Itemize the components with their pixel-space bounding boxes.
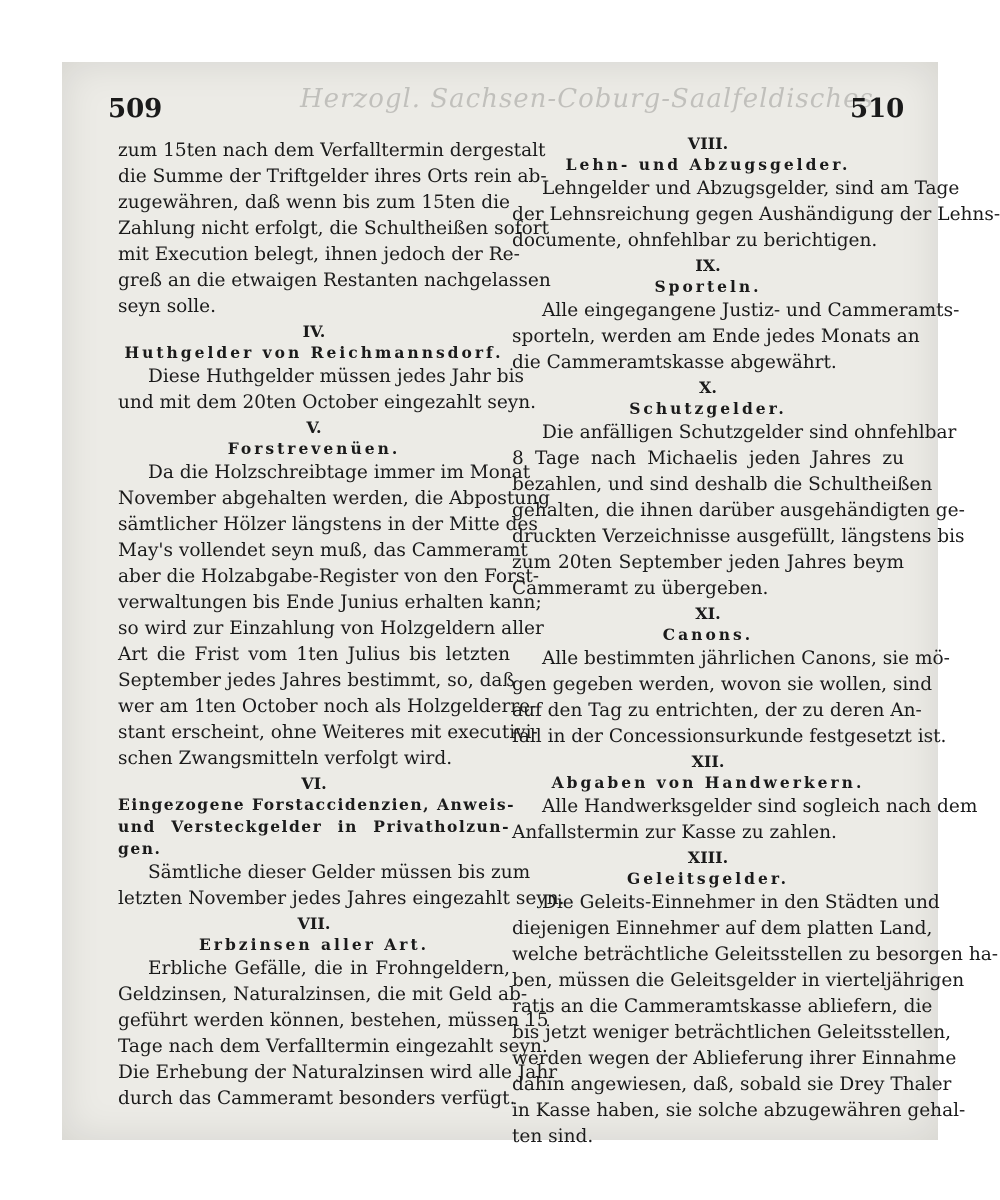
text-line: werden wegen der Ablieferung ihrer Einnahme — [512, 1048, 957, 1069]
text-line: ben, müssen die Geleitsgelder in vierteljährigen — [512, 970, 965, 991]
text-line: auf den Tag zu entrichten, der zu deren An- — [512, 700, 922, 721]
section-number: XIII. — [687, 848, 729, 867]
section-heading: Forstrevenüen. — [227, 439, 401, 458]
text-line: aber die Holzabgabe-Register von den Forst- — [118, 566, 540, 587]
section-heading: Erbzinsen aller Art. — [198, 935, 430, 954]
text-line: documente, ohnfehlbar zu berichtigen. — [512, 230, 878, 251]
section-number: V. — [306, 418, 322, 437]
text-line: Alle eingegangene Justiz- und Cammeramts- — [542, 300, 960, 321]
text-line: geführt werden können, bestehen, müssen 15 — [118, 1010, 549, 1031]
section-heading-line: Eingezogene Forstaccidenzien, Anweis- — [118, 795, 516, 814]
text-line: Lehngelder und Abzugsgelder, sind am Tage — [542, 178, 960, 199]
text-line: die Cammeramtskasse abgewährt. — [512, 352, 837, 373]
text-line: Erbliche Gefälle, die in Frohngeldern, — [148, 958, 510, 979]
text-line: Sämtliche dieser Gelder müssen bis zum — [148, 862, 531, 883]
text-line: Da die Holzschreibtage immer im Monat — [148, 462, 531, 483]
bleed-through-header: Herzogl. Sachsen-Coburg-Saalfeldisches — [300, 84, 874, 114]
right-column — [512, 132, 1000, 1150]
section-number: XI. — [695, 604, 721, 623]
section-heading-line: und Versteckgelder in Privatholzun- — [118, 817, 510, 836]
text-line: zugewähren, daß wenn bis zum 15ten die — [118, 192, 510, 213]
text-line: Art die Frist vom 1ten Julius bis letzten — [118, 644, 510, 665]
text-line: Alle Handwerksgelder sind sogleich nach dem — [542, 796, 978, 817]
text-line: November abgehalten werden, die Abpostung — [118, 488, 550, 509]
section-heading: Abgaben von Handwerkern. — [551, 773, 865, 792]
text-line: greß an die etwaigen Restanten nachgelassen — [118, 270, 551, 291]
section-number: XII. — [691, 752, 725, 771]
text-line: bis jetzt weniger beträchtlichen Geleitsstellen, — [512, 1022, 951, 1043]
text-line: Geldzinsen, Naturalzinsen, die mit Geld ab- — [118, 984, 528, 1005]
section-heading: Canons. — [662, 625, 754, 644]
text-line: so wird zur Einzahlung von Holzgeldern aller — [118, 618, 544, 639]
left-column — [118, 138, 565, 1112]
section-number: VI. — [301, 774, 327, 793]
section-heading-line: gen. — [118, 839, 162, 858]
section-heading: Sporteln. — [654, 277, 762, 296]
page-number-left: 509 — [108, 94, 163, 124]
section-heading: Lehn- und Abzugsgelder. — [565, 155, 851, 174]
text-line: verwaltungen bis Ende Junius erhalten kann; — [118, 592, 542, 613]
section-number: IX. — [695, 256, 721, 275]
text-line: schen Zwangsmitteln verfolgt wird. — [118, 748, 453, 769]
section-heading: Schutzgelder. — [629, 399, 787, 418]
text-line: in Kasse haben, sie solche abzugewähren gehal- — [512, 1100, 966, 1121]
text-line: druckten Verzeichnisse ausgefüllt, längstens bis — [512, 526, 965, 547]
text-line: Die Erhebung der Naturalzinsen wird alle Jahr — [118, 1062, 558, 1083]
section-number: VII. — [297, 914, 331, 933]
section-heading: Geleitsgelder. — [626, 869, 790, 888]
text-line: letzten November jedes Jahres eingezahlt seyn. — [118, 888, 565, 909]
text-line: 8 Tage nach Michaelis jeden Jahres zu — [512, 448, 904, 469]
text-line: gen gegeben werden, wovon sie wollen, sind — [512, 674, 933, 695]
text-line: zum 20ten September jeden Jahres beym — [512, 552, 904, 573]
section-number: X. — [699, 378, 717, 397]
text-line: Tage nach dem Verfalltermin eingezahlt seyn. — [118, 1036, 548, 1057]
section-number: VIII. — [687, 134, 729, 153]
section-heading: Huthgelder von Reichmannsdorf. — [124, 343, 504, 362]
text-line: Zahlung nicht erfolgt, die Schultheißen sofort — [118, 218, 550, 239]
text-line: September jedes Jahres bestimmt, so, daß — [118, 670, 515, 691]
text-line: stant erscheint, ohne Weiteres mit executivi- — [118, 722, 538, 743]
text-line: May's vollendet seyn muß, das Cammeramt — [118, 540, 528, 561]
text-line: ten sind. — [512, 1126, 594, 1147]
text-line: Diese Huthgelder müssen jedes Jahr bis — [148, 366, 525, 387]
page-number-right: 510 — [850, 94, 905, 124]
text-line: durch das Cammeramt besonders verfügt. — [118, 1088, 516, 1109]
text-line: diejenigen Einnehmer auf dem platten Land, — [512, 918, 933, 939]
text-line: Die anfälligen Schutzgelder sind ohnfehlbar — [542, 422, 957, 443]
text-line: Anfallstermin zur Kasse zu zahlen. — [512, 822, 837, 843]
text-line: Cammeramt zu übergeben. — [512, 578, 769, 599]
text-line: und mit dem 20ten October eingezahlt seyn. — [118, 392, 537, 413]
text-line: der Lehnsreichung gegen Aushändigung der Lehns- — [512, 204, 1000, 225]
text-line: ratis an die Cammeramtskasse abliefern, die — [512, 996, 933, 1017]
text-line: fall in der Concessionsurkunde festgesetzt ist. — [512, 726, 947, 747]
text-line: sämtlicher Hölzer längstens in der Mitte des — [118, 514, 538, 535]
text-line: zum 15ten nach dem Verfalltermin dergestalt — [118, 140, 546, 161]
text-line: welche beträchtliche Geleitsstellen zu besorgen ha- — [512, 944, 999, 965]
text-line: mit Execution belegt, ihnen jedoch der Re- — [118, 244, 520, 265]
text-line: seyn solle. — [118, 296, 216, 317]
section-number: IV. — [302, 322, 326, 341]
text-line: bezahlen, und sind deshalb die Schultheißen — [512, 474, 933, 495]
text-line: wer am 1ten October noch als Holzgelderre- — [118, 696, 537, 717]
text-line: dahin angewiesen, daß, sobald sie Drey Thaler — [512, 1074, 952, 1095]
text-line: die Summe der Triftgelder ihres Orts rein ab- — [118, 166, 547, 187]
text-line: gehalten, die ihnen darüber ausgehändigten ge- — [512, 500, 965, 521]
text-line: sporteln, werden am Ende jedes Monats an — [512, 326, 920, 347]
text-line: Die Geleits-Einnehmer in den Städten und — [542, 892, 940, 913]
text-line: Alle bestimmten jährlichen Canons, sie mö- — [542, 648, 950, 669]
